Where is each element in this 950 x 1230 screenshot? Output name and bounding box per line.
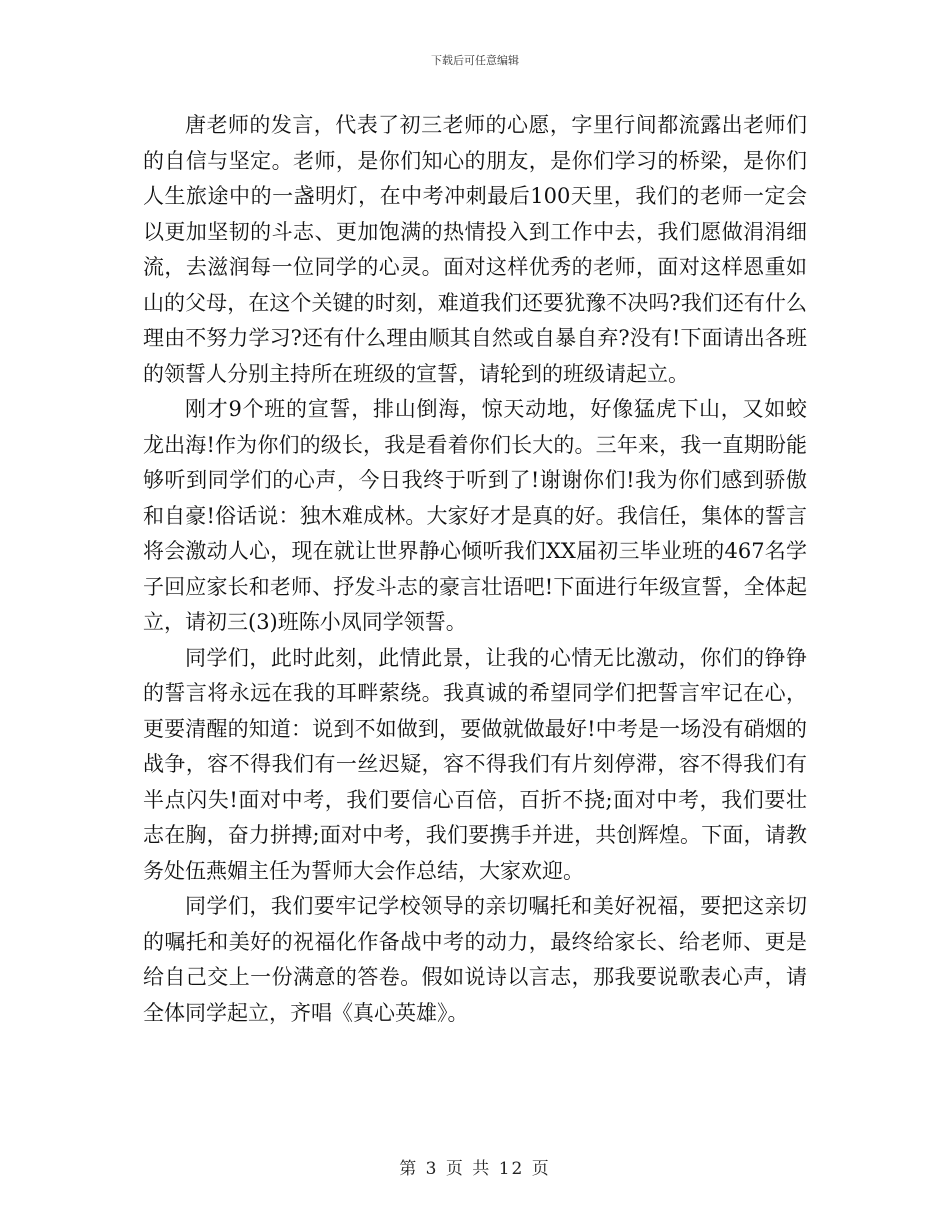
paragraph-4: 同学们，我们要牢记学校领导的亲切嘱托和美好祝福，要把这亲切的嘱托和美好的祝福化作备战中考的动力，最终给家长、给老师、更是给自己交上一份满意的答卷。假如说诗以言志，那我要说歌表心声，请全体同学起立，齐唱《真心英雄》。: [143, 894, 807, 1025]
document-body: [143, 108, 807, 1031]
page-number-footer: 第 3 页 共 12 页: [399, 1159, 551, 1179]
paragraph-2: 刚才9个班的宣誓，排山倒海，惊天动地，好像猛虎下山，又如蛟龙出海!作为你们的级长，我是看着你们长大的。三年来，我一直期盼能够听到同学们的心声，今日我终于听到了!谢谢你们!我为你们感到骄傲和自豪!俗话说：独木难成林。大家好才是真的好。我信任，集体的誓言将会激动人心，现在就让世界静心倾听我们XX届初三毕业班的467名学子回应家长和老师、抒发斗志的豪言壮语吧!下面进行年级宣誓，全体起立，请初三(3)班陈小凤同学领誓。: [143, 397, 807, 634]
page-header: 下载后可任意编辑: [431, 54, 519, 67]
paragraph-1: 唐老师的发言，代表了初三老师的心愿，字里行间都流露出老师们的自信与坚定。老师，是你们知心的朋友，是你们学习的桥梁，是你们人生旅途中的一盏明灯，在中考冲刺最后100天里，我们的老师一定会以更加坚韧的斗志、更加饱满的热情投入到工作中去，我们愿做涓涓细流，去滋润每一位同学的心灵。面对这样优秀的老师，面对这样恩重如山的父母，在这个关键的时刻，难道我们还要犹豫不决吗?我们还有什么理由不努力学习?还有什么理由顺其自然或自暴自弃?没有!下面请出各班的领誓人分别主持所在班级的宣誓，请轮到的班级请起立。: [143, 113, 807, 386]
paragraph-3: 同学们，此时此刻，此情此景，让我的心情无比激动，你们的铮铮的誓言将永远在我的耳畔萦绕。我真诚的希望同学们把誓言牢记在心，更要清醒的知道：说到不如做到，要做就做最好!中考是一场没有硝烟的战争，容不得我们有一丝迟疑，容不得我们有片刻停滞，容不得我们有半点闪失!面对中考，我们要信心百倍，百折不挠;面对中考，我们要壮志在胸，奋力拼搏;面对中考，我们要携手并进，共创辉煌。下面，请教务处伍燕媚主任为誓师大会作总结，大家欢迎。: [143, 645, 807, 883]
